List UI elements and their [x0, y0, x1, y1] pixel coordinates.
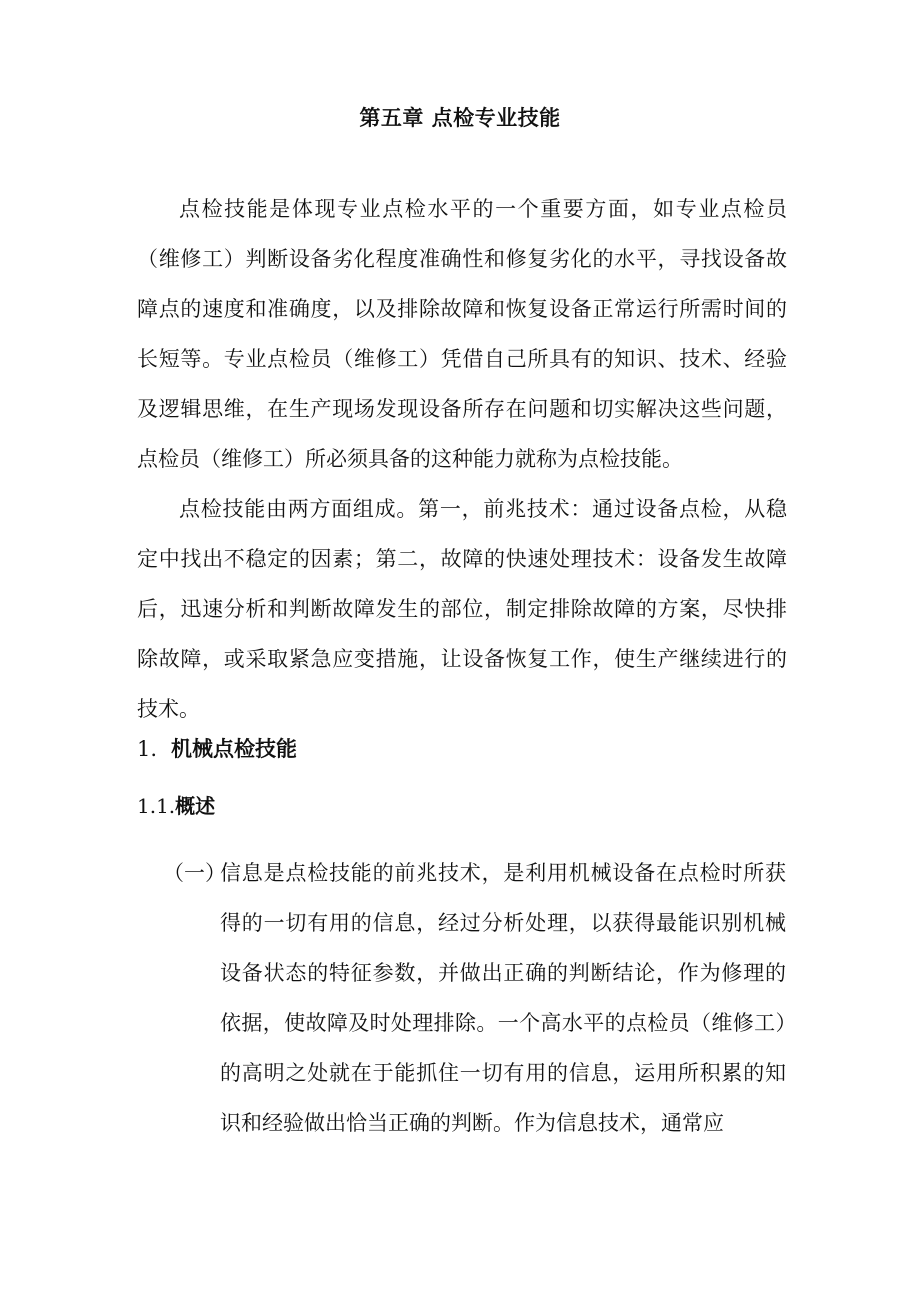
subsection-number: 1.1.: [137, 794, 176, 818]
intro-paragraph: 点检技能是体现专业点检水平的一个重要方面，如专业点检员（维修工）判断设备劣化程度准确性和修复劣化的水平，寻找设备故障点的速度和准确度，以及排除故障和恢复设备正常运行所需时间的长短等。专业点检员（维修工）凭借自己所具有的知识、技术、经验及逻辑思维，在生产现场发现设备所存在问题和切实解决这些问题，点检员（维修工）所必须具备的这种能力就称为点检技能。: [137, 197, 787, 471]
section-number: 1.: [137, 737, 158, 761]
composition-paragraph: 点检技能由两方面组成。第一，前兆技术：通过设备点检，从稳定中找出不稳定的因素；第二，故障的快速处理技术：设备发生故障后，迅速分析和判断故障发生的部位，制定排除故障的方案，尽快排除故障，或采取紧急应变措施，让设备恢复工作，使生产继续进行的技术。: [137, 497, 787, 721]
subsection-title: 概述: [175, 794, 216, 818]
chapter-title: 第五章 点检专业技能: [359, 105, 561, 130]
section-heading-1-1: [137, 790, 215, 819]
section-heading-1: [137, 733, 297, 763]
list-marker: （一）: [163, 861, 226, 885]
list-item-text: 信息是点检技能的前兆技术，是利用机械设备在点检时所获得的一切有用的信息，经过分析处理，以获得最能识别机械设备状态的特征参数，并做出正确的判断结论，作为修理的依据，使故障及时处理排除。一个高水平的点检员（维修工）的高明之处就在于能抓住一切有用的信息，运用所积累的知识和经验做出恰当正确的判断。作为信息技术，通常应: [220, 861, 786, 1135]
section-title: 机械点检技能: [171, 736, 297, 761]
